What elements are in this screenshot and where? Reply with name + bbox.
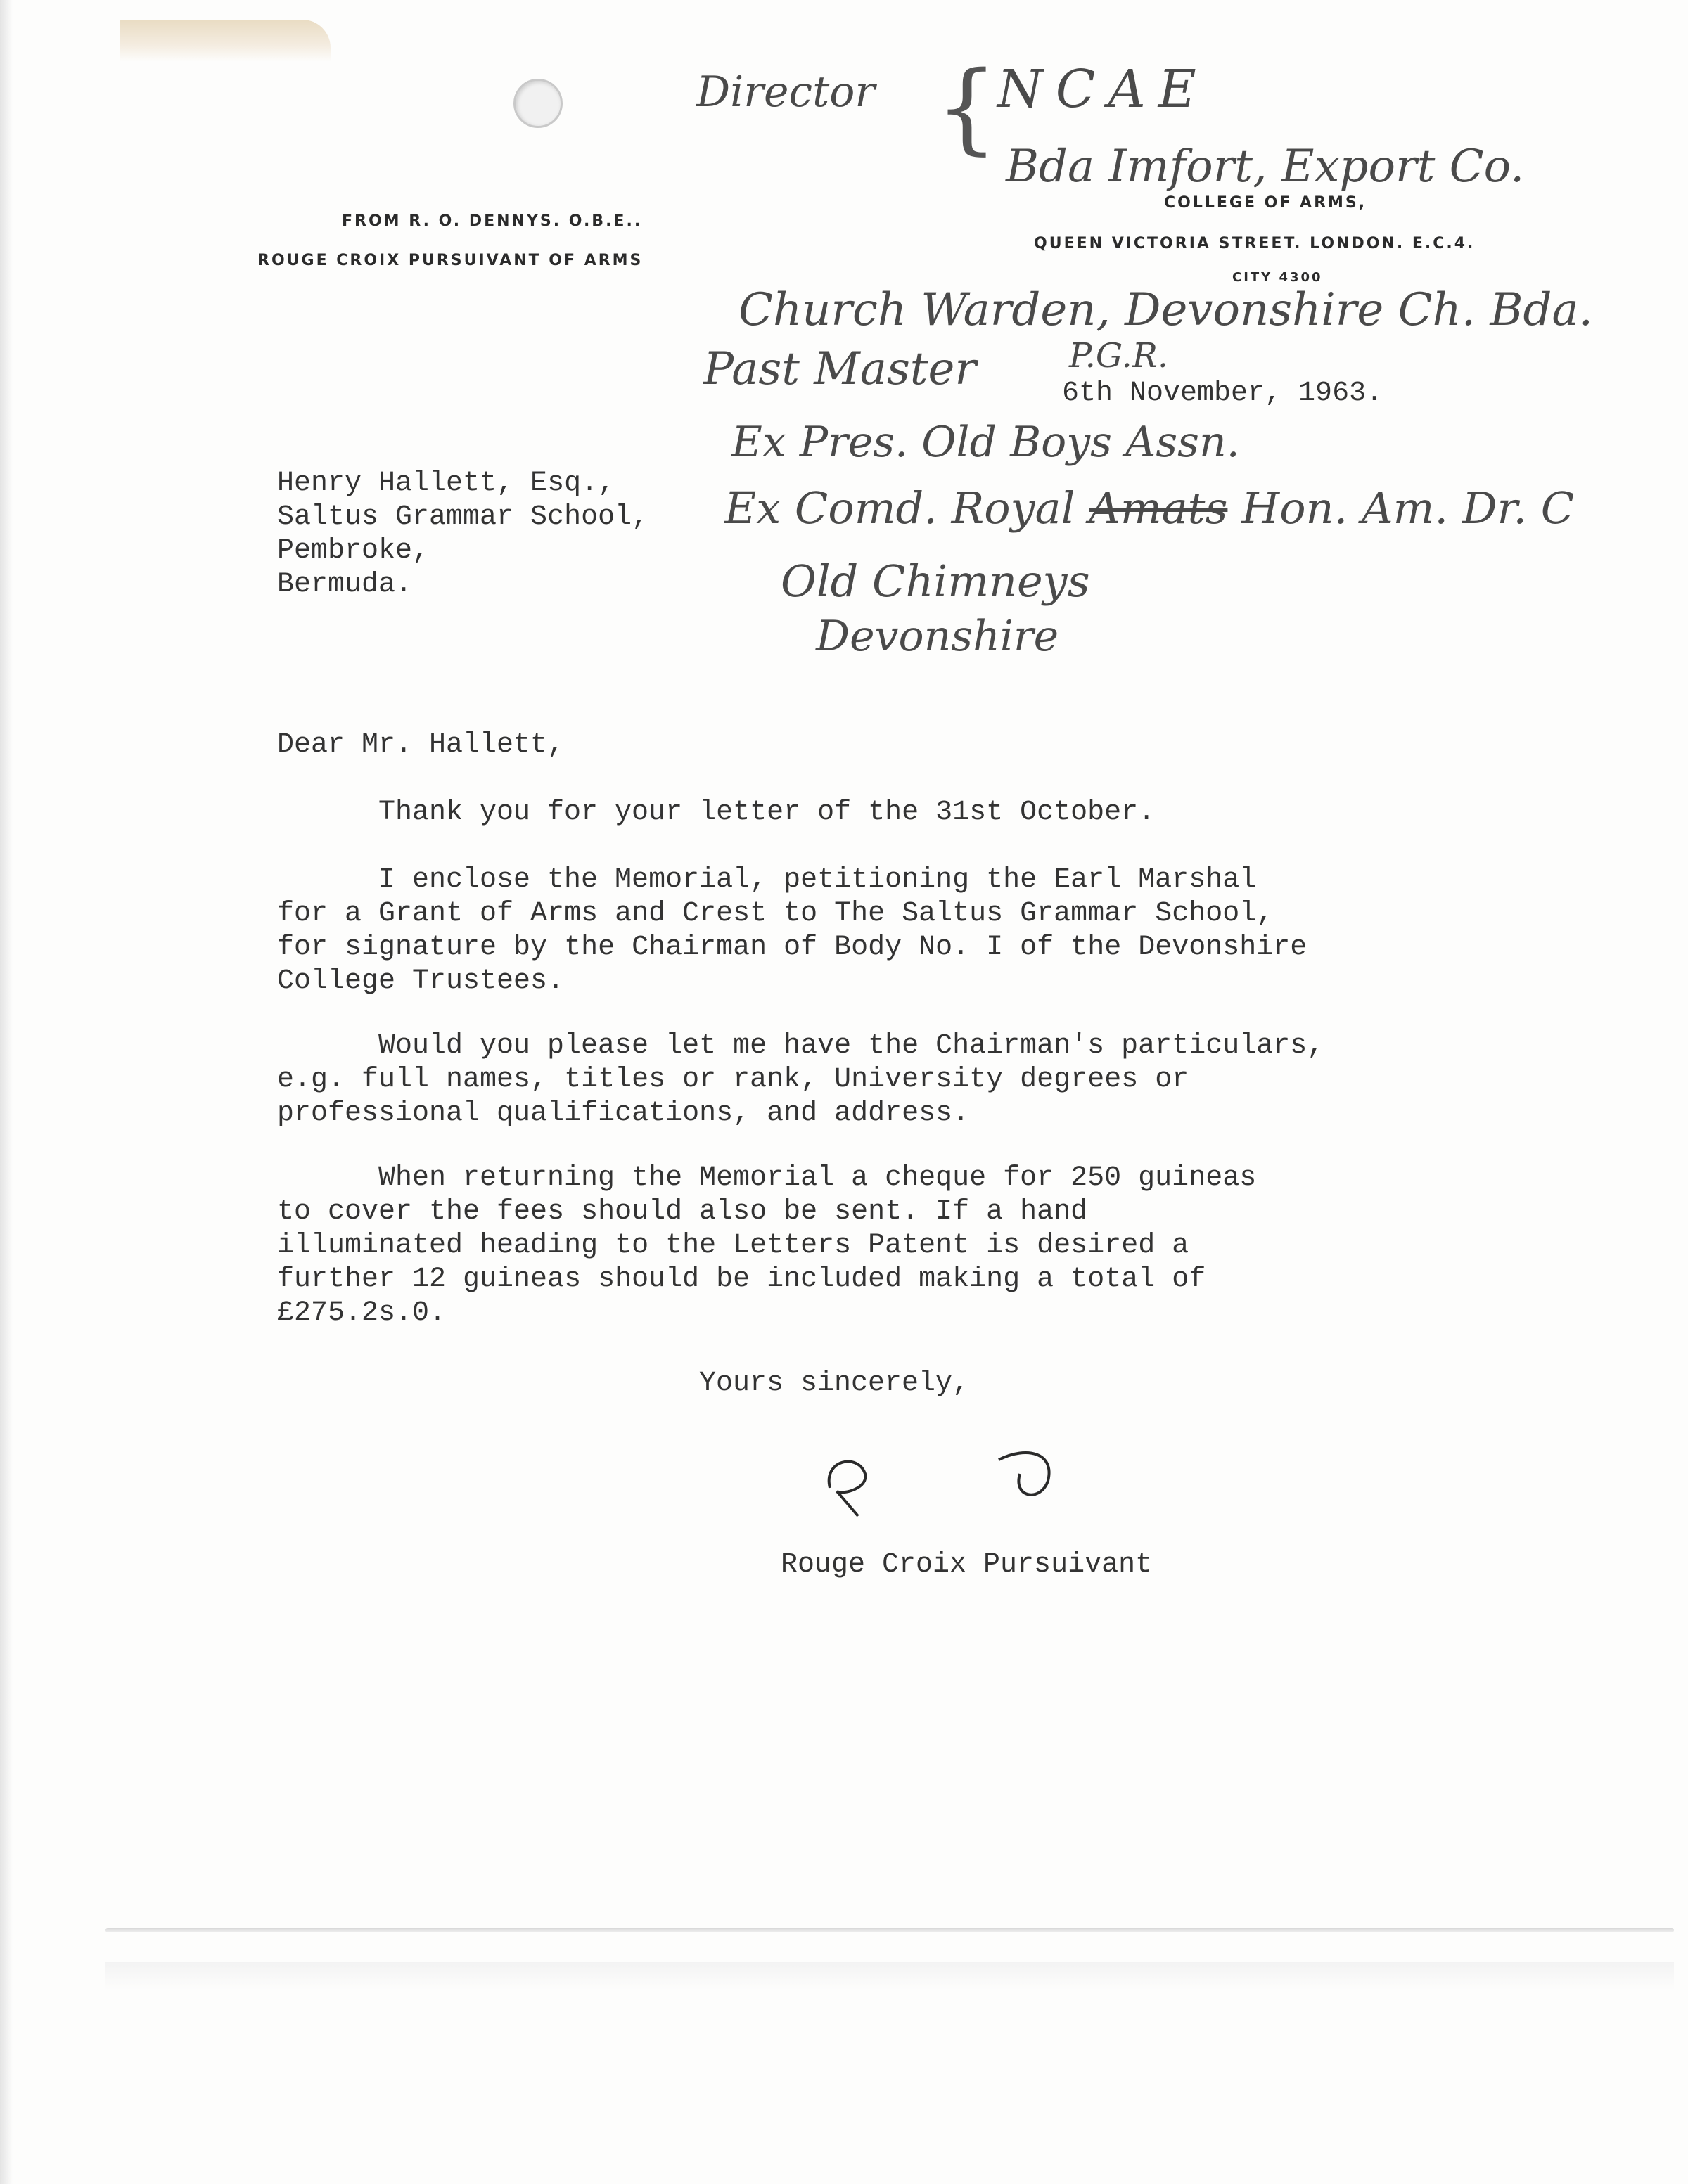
address-line: Saltus Grammar School, (277, 501, 649, 533)
handwritten-ex-comd-a: Ex Comd. Royal (724, 482, 1075, 534)
paragraph-line: for signature by the Chairman of Body No. I of the Devonshire (277, 932, 1307, 963)
paragraph-line: to cover the fees should also be sent. If a hand (277, 1196, 1088, 1228)
letterhead-phone: CITY 4300 (1232, 270, 1323, 285)
handwritten-ex-comd (724, 482, 1574, 534)
salutation: Dear Mr. Hallett, (277, 729, 565, 761)
punch-hole (513, 79, 563, 128)
handwritten-past-master: Past Master (703, 343, 976, 395)
handwritten-pgr: P.G.R. (1069, 336, 1169, 375)
signature (816, 1432, 1168, 1537)
signature-graphic (816, 1432, 1168, 1537)
address-line: Bermuda. (277, 569, 413, 600)
paragraph-line: further 12 guineas should be included making a total of (277, 1264, 1206, 1295)
paragraph-line: I enclose the Memorial, petitioning the Earl Marshal (378, 864, 1257, 896)
handwritten-bda-export: Bda Imfort, Export Co. (1006, 141, 1525, 193)
paragraph-line: professional qualifications, and address. (277, 1098, 970, 1129)
paragraph-line: College Trustees. (277, 965, 565, 997)
letterhead-street: QUEEN VICTORIA STREET. LONDON. E.C.4. (1034, 235, 1476, 252)
paragraph-line: e.g. full names, titles or rank, University degrees or (277, 1064, 1189, 1096)
signature-stroke (829, 1462, 866, 1516)
paragraph-2 (277, 863, 1307, 998)
handwritten-ncae: NCAE (997, 59, 1209, 120)
paragraph-3 (277, 1029, 1324, 1131)
paragraph-line: £275.2s.0. (277, 1297, 447, 1329)
address-line: Henry Hallett, Esq., (277, 468, 615, 499)
bottom-shadow (106, 1962, 1674, 1990)
bottom-rule (106, 1928, 1674, 1932)
page-edge-shadow (0, 0, 13, 2184)
letter-date: 6th November, 1963. (1062, 378, 1383, 409)
handwritten-old-chimneys: Old Chimneys (781, 555, 1090, 607)
handwritten-church-warden: Church Warden, Devonshire Ch. Bda. (738, 284, 1593, 336)
torn-corner (120, 20, 331, 62)
handwritten-director: Director (696, 68, 876, 117)
handwritten-ex-comd-b: Hon. Am. Dr. C (1241, 482, 1575, 534)
letterhead-from: FROM R. O. DENNYS. O.B.E.. (342, 212, 643, 230)
address-line: Pembroke, (277, 535, 430, 567)
handwritten-ex-pres: Ex Pres. Old Boys Assn. (731, 418, 1240, 467)
letterhead-institution: COLLEGE OF ARMS, (1164, 194, 1367, 212)
handwritten-brace: { (935, 51, 999, 165)
signature-stroke (999, 1453, 1049, 1495)
paragraph-line: Thank you for your letter of the 31st October. (378, 797, 1156, 828)
handwritten-struck-word: Amats (1089, 482, 1228, 534)
closing: Yours sincerely, (699, 1368, 970, 1399)
handwritten-devonshire: Devonshire (816, 612, 1059, 661)
signatory-title: Rouge Croix Pursuivant (781, 1549, 1153, 1581)
paragraph-line: illuminated heading to the Letters Patent is desired a (277, 1230, 1189, 1261)
paragraph-1 (277, 796, 1155, 830)
letterhead-office: ROUGE CROIX PURSUIVANT OF ARMS (257, 252, 644, 269)
paragraph-4 (277, 1162, 1256, 1330)
paragraph-line: for a Grant of Arms and Crest to The Saltus Grammar School, (277, 898, 1274, 930)
paragraph-line: When returning the Memorial a cheque for 250 guineas (378, 1162, 1257, 1194)
recipient-address (277, 467, 648, 602)
paragraph-line: Would you please let me have the Chairman's particulars, (378, 1030, 1324, 1062)
